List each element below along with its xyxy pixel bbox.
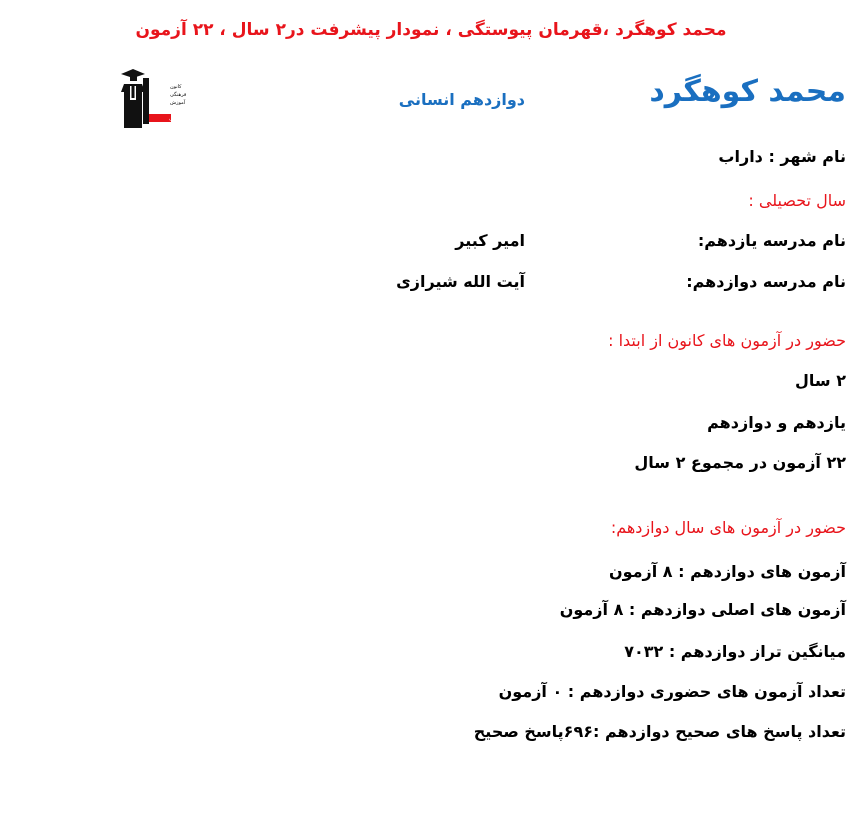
- logo-text-4: قلم‌چی: [169, 116, 184, 122]
- grade12-exams: آزمون های دوازدهم : ۸ آزمون: [608, 562, 846, 581]
- attendance-years: ۲ سال: [795, 371, 846, 390]
- grade12-correct-answers: تعداد پاسخ های صحیح دوازدهم :۶۹۶پاسخ صحیح: [473, 722, 846, 741]
- logo-text-2: فرهنگی: [170, 92, 187, 98]
- page-title: محمد کوهگرد ،قهرمان پیوستگی ، نمودار پیشرفت در۲ سال ، ۲۲ آزمون: [135, 20, 727, 40]
- academic-year-label: سال تحصیلی :: [748, 191, 846, 210]
- student-grade: دوازدهم انسانی: [398, 90, 525, 109]
- kanoon-logo: [111, 66, 187, 130]
- logo-text-3: آموزش: [170, 100, 186, 106]
- school12-label: نام مدرسه دوازدهم:: [686, 272, 846, 291]
- student-name: محمد کوهگرد: [649, 74, 846, 109]
- school11-label: نام مدرسه یازدهم:: [697, 231, 846, 250]
- attendance-total: ۲۲ آزمون در مجموع ۲ سال: [634, 453, 846, 472]
- attendance-heading: حضور در آزمون های کانون از ابتدا :: [608, 331, 846, 350]
- grade12-heading: حضور در آزمون های سال دوازدهم:: [610, 518, 846, 537]
- grade12-avg-score: میانگین تراز دوازدهم : ۷۰۳۲: [624, 642, 846, 661]
- grade12-main-exams: آزمون های اصلی دوازدهم : ۸ آزمون: [559, 600, 846, 619]
- grade12-in-person: تعداد آزمون های حضوری دوازدهم : ۰ آزمون: [498, 682, 846, 701]
- school11-value: امیر کبیر: [455, 231, 525, 250]
- school12-value: آیت الله شیرازی: [396, 272, 525, 291]
- logo-text-1: کانون: [170, 84, 182, 90]
- attendance-grades: یازدهم و دوازدهم: [707, 413, 846, 432]
- city: نام شهر : داراب: [718, 147, 846, 166]
